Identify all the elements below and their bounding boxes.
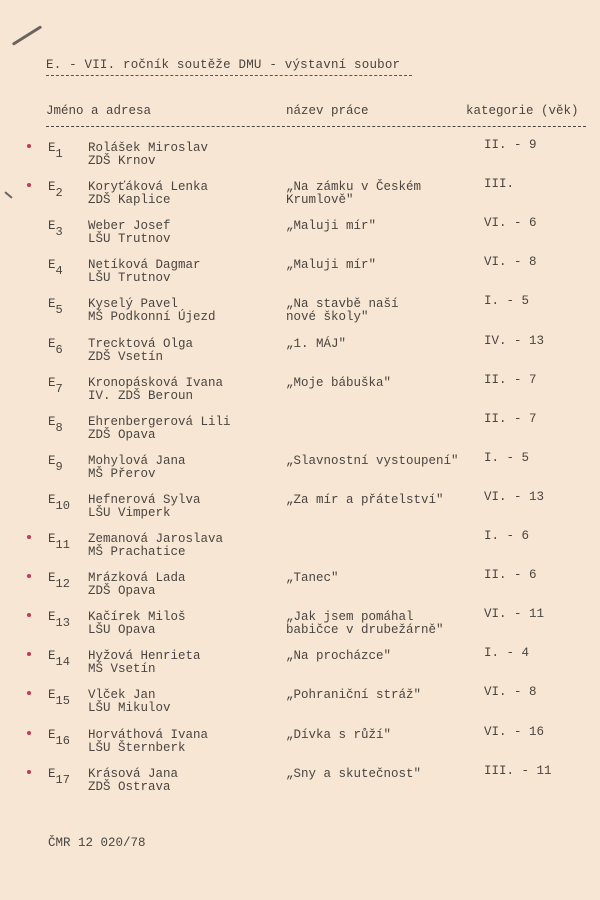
entry-address: ZDŠ Opava — [88, 584, 156, 599]
title-underline — [46, 75, 412, 76]
header-divider — [46, 126, 586, 127]
entry-code-number: 8 — [55, 420, 63, 435]
entry-code-letter: E — [48, 610, 56, 625]
entry-category: I. - 5 — [484, 294, 530, 309]
entry-code-letter: E — [48, 414, 56, 429]
list-item — [0, 294, 600, 333]
entry-category: VI. - 6 — [484, 216, 537, 231]
entry-name: Vlček Jan — [88, 688, 156, 703]
red-dot-mark — [27, 574, 31, 578]
entry-code — [48, 219, 63, 240]
entry-name: Trecktová Olga — [88, 336, 194, 351]
entry-code-number: 9 — [55, 459, 63, 474]
entry-code-number: 2 — [55, 186, 63, 201]
entry-address: MŠ Prachatice — [88, 545, 186, 559]
entry-code-letter: E — [48, 492, 56, 507]
entry-address: ZDŠ Ostrava — [88, 779, 171, 794]
list-item — [0, 138, 600, 177]
entry-code-number: 15 — [55, 694, 70, 709]
list-item — [0, 489, 600, 529]
entry-code-letter: E — [48, 336, 56, 351]
entry-category: III. — [484, 177, 515, 192]
entry-address: MŠ Podkonní Újezd — [88, 310, 216, 325]
entry-name: Horváthová Ivana — [88, 727, 209, 742]
entry-code-number: 17 — [55, 772, 70, 787]
entry-address: MŠ Vsetín — [88, 662, 156, 677]
entry-code-number: 14 — [55, 655, 70, 670]
entry-work-line-2: Krumlově" — [286, 193, 354, 208]
entry-address: ZDŠ Opava — [88, 427, 156, 442]
pen-mark — [12, 25, 42, 46]
entry-code — [48, 610, 70, 631]
entry-work-line-1: „Za mír a přátelství" — [286, 492, 444, 507]
entry-code — [48, 571, 70, 592]
entry-code — [48, 258, 63, 279]
entry-category: VI. - 8 — [484, 685, 537, 700]
entry-name: Weber Josef — [88, 219, 171, 234]
entry-work-line-1: „Dívka s růží" — [286, 727, 392, 742]
entry-name: Hyžová Henrieta — [88, 649, 201, 664]
entry-code — [48, 180, 63, 201]
entry-code — [48, 492, 70, 513]
entry-name: Mohylová Jana — [88, 453, 186, 468]
red-dot-mark — [27, 183, 31, 187]
entry-address: ZDŠ Vsetín — [88, 349, 164, 364]
entry-category: II. - 6 — [484, 568, 537, 583]
entry-code-letter: E — [48, 766, 56, 781]
entry-code — [48, 766, 70, 787]
entry-category: VI. - 11 — [484, 607, 545, 622]
entry-name: Kronopásková Ivana — [88, 375, 224, 390]
entry-code — [48, 453, 63, 474]
entry-code-letter: E — [48, 453, 56, 468]
entry-name: Kačírek Miloš — [88, 610, 186, 625]
entry-code — [48, 688, 70, 709]
entry-category: VI. - 16 — [484, 724, 545, 739]
entry-code — [48, 375, 63, 396]
list-item — [0, 333, 600, 373]
entry-category: VI. - 8 — [484, 255, 537, 270]
entry-code-number: 7 — [55, 381, 63, 396]
entry-code-number: 12 — [55, 577, 70, 592]
entry-code — [48, 414, 63, 435]
entry-code — [48, 336, 63, 357]
entry-work-line-1: „Na stavbě naší — [286, 297, 399, 312]
entry-code-number: 3 — [55, 225, 63, 240]
footer-reference: ČMR 12 020/78 — [48, 836, 146, 850]
entry-work-line-1: „1. MÁJ" — [286, 336, 347, 351]
entry-code-number: 5 — [55, 303, 63, 318]
list-item — [0, 450, 600, 490]
entry-category: II. - 7 — [484, 411, 537, 426]
entry-work-line-1: „Sny a skutečnost" — [286, 766, 422, 781]
entry-address: LŠU Šternberk — [88, 740, 186, 755]
entry-code-letter: E — [48, 727, 56, 742]
entry-work-line-1: „Tanec" — [286, 571, 339, 586]
entry-code-letter: E — [48, 649, 56, 664]
entry-work-line-1: „Moje bábuška" — [286, 375, 392, 390]
entry-work-line-1: „Maluji mír" — [286, 219, 377, 234]
entry-category: II. - 7 — [484, 372, 537, 387]
entry-work-line-1: „Maluji mír" — [286, 258, 377, 273]
list-item — [0, 763, 600, 803]
list-item — [0, 685, 600, 724]
entry-name: Rolášek Miroslav — [88, 141, 209, 155]
entry-work-line-1: „Na zámku v Českém — [286, 180, 422, 195]
red-dot-mark — [27, 144, 31, 148]
entry-address: IV. ZDŠ Beroun — [88, 388, 194, 403]
entry-code-number: 13 — [55, 616, 70, 631]
entry-code-letter: E — [48, 297, 56, 312]
entry-code — [48, 532, 70, 552]
list-item — [0, 372, 600, 412]
entry-work-line-1: „Na procházce" — [286, 649, 392, 664]
column-header-work: název práce — [286, 104, 369, 118]
list-item — [0, 646, 600, 685]
red-dot-mark — [27, 613, 31, 617]
entry-name: Netíková Dagmar — [88, 258, 201, 273]
list-item — [0, 177, 600, 216]
entry-code-letter: E — [48, 688, 56, 703]
entry-category: I. - 6 — [484, 529, 530, 543]
red-dot-mark — [27, 652, 31, 656]
entry-code-number: 16 — [55, 733, 70, 748]
entry-code-letter: E — [48, 180, 56, 195]
entry-name: Mrázková Lada — [88, 571, 186, 586]
list-item — [0, 255, 600, 294]
entry-name: Ehrenbergerová Lili — [88, 414, 231, 429]
entry-code-letter: E — [48, 532, 56, 546]
entry-code-number: 4 — [55, 264, 63, 279]
entry-work-line-2: babičce v drubežárně" — [286, 623, 444, 638]
entry-name: Hefnerová Sylva — [88, 492, 201, 507]
entry-code-number: 1 — [55, 147, 63, 161]
entry-code — [48, 727, 70, 748]
entry-code — [48, 649, 70, 670]
list-item — [0, 607, 600, 646]
entry-code-letter: E — [48, 219, 56, 234]
entry-name: Krásová Jana — [88, 766, 179, 781]
entry-name: Koryťáková Lenka — [88, 180, 209, 195]
entry-address: LŠU Trutnov — [88, 232, 171, 247]
entry-address: MŠ Přerov — [88, 466, 156, 481]
page-title: E. - VII. ročník soutěže DMU - výstavní soubor — [46, 58, 401, 72]
entry-address: ZDŠ Krnov — [88, 154, 156, 168]
column-header-name: Jméno a adresa — [46, 104, 152, 118]
list-item — [0, 724, 600, 764]
entry-code — [48, 141, 63, 161]
list-item — [0, 216, 600, 255]
entry-address: ZDŠ Kaplice — [88, 193, 171, 208]
entry-code-number: 6 — [55, 342, 63, 357]
list-item — [0, 529, 600, 568]
list-item — [0, 568, 600, 607]
entry-code-letter: E — [48, 141, 56, 155]
entry-category: VI. - 13 — [484, 489, 545, 504]
red-dot-mark — [27, 691, 31, 695]
entry-category: I. - 5 — [484, 450, 530, 465]
entry-code-number: 11 — [55, 538, 70, 552]
entry-work-line-1: „Slavnostní vystoupení" — [286, 453, 459, 468]
list-item — [0, 411, 600, 451]
entry-address: LŠU Vimperk — [88, 505, 171, 520]
entry-code — [48, 297, 63, 318]
column-header-category: kategorie (věk) — [466, 104, 579, 118]
red-dot-mark — [27, 770, 31, 774]
entry-name: Kyselý Pavel — [88, 297, 179, 312]
entry-code-letter: E — [48, 258, 56, 273]
entry-code-number: 10 — [55, 498, 70, 513]
entry-work-line-2: nové školy" — [286, 310, 369, 325]
entry-address: LŠU Mikulov — [88, 701, 171, 716]
entry-address: LŠU Opava — [88, 623, 156, 638]
entry-address: LŠU Trutnov — [88, 271, 171, 286]
entry-category: III. - 11 — [484, 763, 552, 778]
entry-work-line-1: „Pohraniční stráž" — [286, 688, 422, 703]
entry-category: I. - 4 — [484, 646, 530, 661]
entry-code-letter: E — [48, 375, 56, 390]
entry-name: Zemanová Jaroslava — [88, 532, 224, 546]
entry-category: IV. - 13 — [484, 333, 545, 348]
entry-code-letter: E — [48, 571, 56, 586]
red-dot-mark — [27, 535, 31, 539]
entry-work-line-1: „Jak jsem pomáhal — [286, 610, 414, 625]
entry-category: II. - 9 — [484, 138, 537, 152]
red-dot-mark — [27, 731, 31, 735]
